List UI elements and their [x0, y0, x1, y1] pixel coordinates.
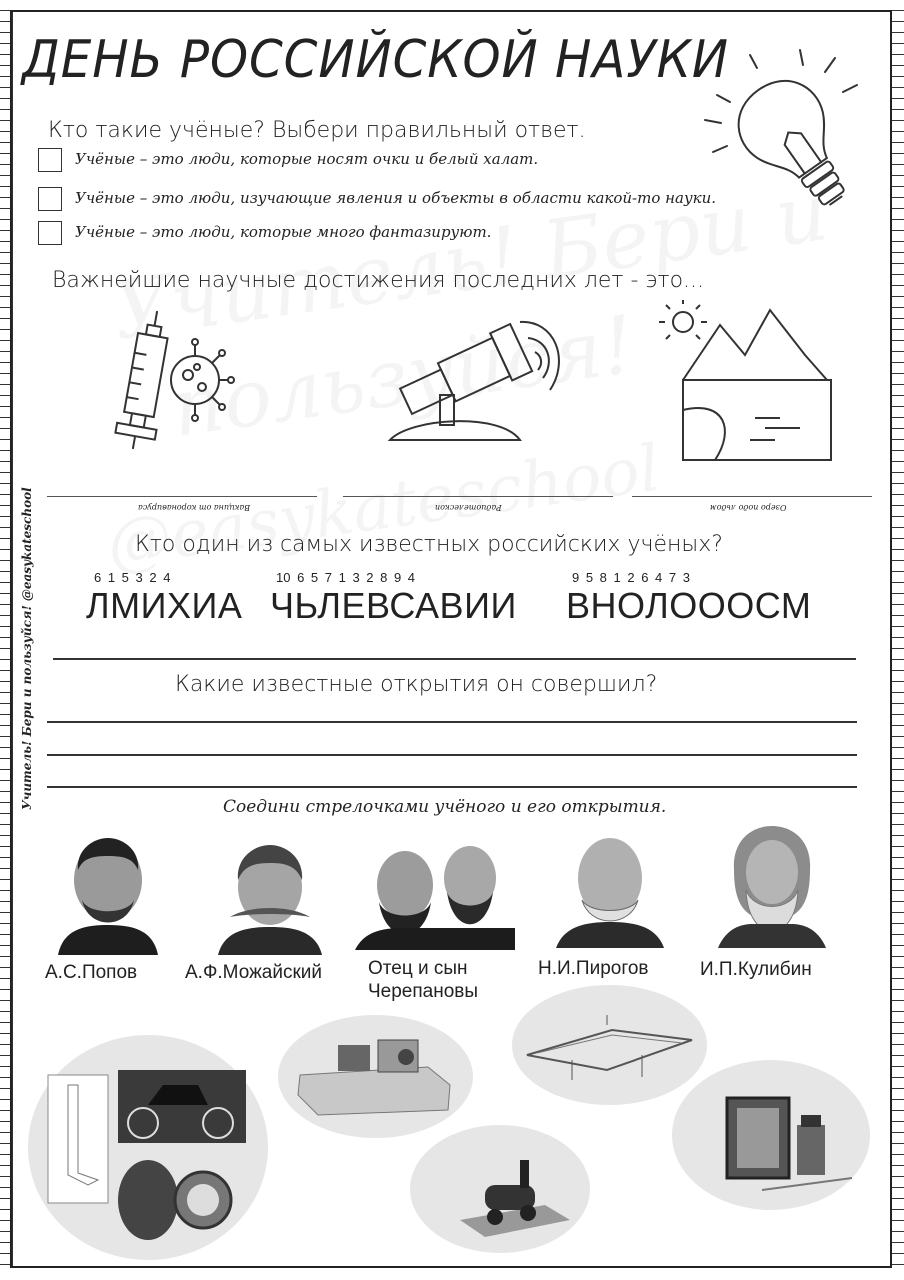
answer-line-1[interactable] — [47, 496, 317, 497]
match-heading: Соедини стрелочками учёного и его открытия. — [223, 797, 667, 817]
scientist-answer-line[interactable] — [53, 658, 856, 660]
side-credit: Учитель! Бери и пользуйся! @easykateschool — [20, 487, 34, 810]
discovery-circle-cherepanovy[interactable] — [410, 1125, 590, 1253]
scientist-name-mozhaysky: А.Ф.Можайский — [185, 962, 322, 983]
portrait-kulibin — [712, 820, 832, 948]
radio-telescope-icon — [380, 300, 580, 450]
answer-option-1: Учёные – это люди, которые носят очки и белый халат. — [75, 150, 539, 168]
anagram-numbers-3: 9 5 8 1 2 6 4 7 3 — [572, 570, 690, 585]
lake-under-ice-icon — [655, 300, 835, 465]
answer-checkbox-2[interactable] — [38, 187, 62, 211]
scientist-question: Кто один из самых известных российских учёных? — [135, 532, 723, 557]
ether-anesthesia-icon — [672, 1060, 870, 1210]
lightbulb-icon — [695, 40, 870, 230]
discoveries-line-1[interactable] — [47, 721, 857, 723]
portrait-pirogov — [550, 828, 670, 948]
answer-option-3: Учёные – это люди, которые много фантазируют. — [75, 223, 492, 241]
discovery-circle-kulibin[interactable] — [28, 1035, 268, 1260]
q1-question: Кто такие учёные? Выбери правильный ответ. — [48, 118, 586, 143]
answer-line-2[interactable] — [343, 496, 613, 497]
right-border-ticks — [891, 10, 904, 1268]
answer-option-2: Учёные – это люди, изучающие явления и объекты в области какой-то науки. — [75, 189, 717, 207]
page-title: ДЕНЬ РОССИЙСКОЙ НАУКИ — [22, 30, 730, 90]
anagram-word-3: ВНОЛОООСМ — [566, 585, 812, 626]
discovery-circle-pirogov[interactable] — [672, 1060, 870, 1210]
radio-receiver-icon — [278, 1015, 473, 1138]
caption-vaccine: Вакцина от коронавируса — [138, 503, 251, 512]
achievements-heading: Важнейшие научные достижения последних лет - это... — [52, 268, 705, 293]
portrait-mozhaysky — [210, 835, 330, 955]
anagram-numbers-1: 6 1 5 3 2 4 — [94, 570, 171, 585]
answer-checkbox-1[interactable] — [38, 148, 62, 172]
portrait-cherepanovy — [355, 830, 515, 950]
anagram-word-1: ЛМИХИА — [86, 585, 243, 626]
scientist-name-cherepanovy: Отец и сын Черепановы — [368, 958, 479, 1002]
portrait-popov — [48, 830, 168, 955]
answer-checkbox-3[interactable] — [38, 221, 62, 245]
anagram-numbers-2: 10 6 5 7 1 3 2 8 9 4 — [276, 570, 416, 585]
vaccine-syringe-icon — [100, 305, 240, 455]
scientist-name-pirogov: Н.И.Пирогов — [538, 958, 649, 979]
discoveries-line-2[interactable] — [47, 754, 857, 756]
answer-line-3[interactable] — [632, 496, 872, 497]
discovery-circle-popov[interactable] — [278, 1015, 473, 1138]
kulibin-inventions-icon — [28, 1035, 268, 1260]
caption-radiotelescope: Радиотелескоп — [435, 503, 502, 512]
caption-lake: Озеро подо льдом — [710, 503, 787, 512]
scientist-name-kulibin: И.П.Кулибин — [700, 959, 812, 980]
anagram-word-2: ЧЬЛЕВСАВИИ — [270, 585, 517, 626]
scientist-name-popov: А.С.Попов — [45, 962, 138, 983]
discoveries-question: Какие известные открытия он совершил? — [175, 672, 658, 697]
steam-locomotive-icon — [410, 1125, 590, 1253]
discoveries-line-3[interactable] — [47, 786, 857, 788]
